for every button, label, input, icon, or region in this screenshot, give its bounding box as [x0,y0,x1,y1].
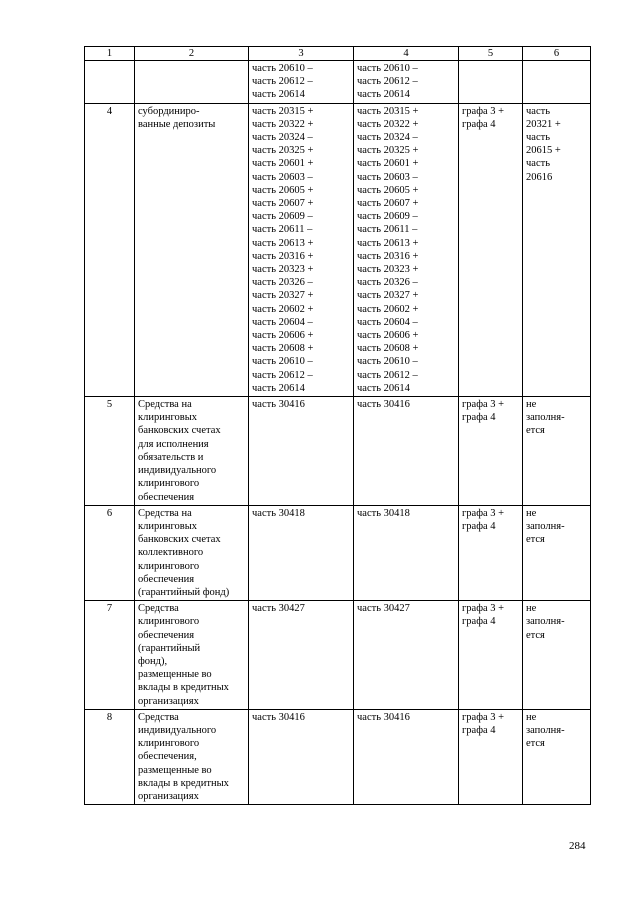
col3-cell [249,397,354,506]
col6-cell [523,505,591,600]
row-name-cell [135,601,249,710]
data-table [84,46,591,805]
cell-line: графа 3 + [462,507,505,519]
cell-line: часть 30427 [252,603,305,615]
cell-line: 20321 + [526,118,561,130]
row-name-line: коллективного [138,547,204,559]
cell-line: 20615 + [526,145,561,157]
account-line: часть 20610 – [357,63,418,74]
row-name-line: для исполнения [138,438,209,450]
header-cell-1: 1 [85,47,135,61]
col6-cell [523,709,591,804]
cell-line: часть 20602 + [252,303,314,315]
row-name-cell [135,103,249,396]
row-number-cell: 6 [85,505,135,600]
col6-cell [523,103,591,396]
cell-line: графа 4 [462,724,496,736]
header-cell-4: 4 [354,47,459,61]
cell-line: часть 20324 – [357,132,418,144]
cell-line: часть 30416 [252,399,305,411]
row-name-line: индивидуального [138,724,217,736]
row-name-line: обеспечения [138,573,195,585]
cell-line: часть 20607 + [357,198,419,210]
row-name-line: (гарантийный [138,642,201,654]
cell-line: часть 20612 – [252,369,313,381]
col3-cell [249,601,354,710]
header-cell-6: 6 [523,47,591,61]
cell-line: часть 20613 + [357,237,419,249]
row-name-line: обеспечения [138,491,195,503]
account-line: часть 20612 – [357,76,418,88]
account-line: часть 20614 [357,89,410,101]
cell-line: графа 3 + [462,399,505,411]
cell-line: часть 20603 – [357,171,418,183]
cell-line: графа 3 + [462,603,505,615]
cell-line: часть 20323 + [357,264,419,276]
row-number-cell [85,61,135,104]
cell-line: часть 20609 – [252,211,313,223]
cell-line: ется [526,738,545,750]
col5-cell [459,601,523,710]
row-name-line: клиринговых [138,412,198,424]
cell-line: часть 30416 [357,399,410,411]
row-number-cell: 8 [85,709,135,804]
cell-line: заполня- [526,520,565,532]
col5-cell [459,709,523,804]
cell-line: часть 20324 – [252,132,313,144]
row-name-cell [135,397,249,506]
cell-line: часть [526,132,550,144]
cell-line: часть 20602 + [357,303,419,315]
table-body [85,61,591,805]
cell-line: часть 20610 – [357,356,418,368]
account-line: часть 20614 [252,89,305,101]
row-name-line: Средства на [138,507,192,519]
cell-line: часть 20325 + [357,145,419,157]
cell-line: графа 4 [462,520,496,532]
row-name-cell [135,709,249,804]
cell-line: часть 20605 + [357,184,419,196]
cell-line: часть 20612 – [357,369,418,381]
row-name-line: вклады в кредитных [138,777,229,789]
cell-line: графа 3 + [462,711,505,723]
col4-cell [354,103,459,396]
cell-line: заполня- [526,616,565,628]
cell-line: часть 20609 – [357,211,418,223]
col3-cell [249,709,354,804]
account-line: часть 20612 – [252,76,313,88]
cell-line: часть 30418 [252,507,305,519]
row-name-line: фонд), [138,655,168,667]
table-row [85,103,591,396]
col3-cell [249,103,354,396]
cell-line: часть [526,158,550,170]
cell-line: часть 20322 + [252,118,314,130]
cell-line: часть 20316 + [252,250,314,262]
cell-line: графа 4 [462,118,496,130]
cell-line: часть 20327 + [357,290,419,302]
header-cell-2: 2 [135,47,249,61]
row-name-line: банковских счетах [138,425,221,437]
cell-line: часть 20326 – [357,277,418,289]
row-name-line: размещенные во [138,669,212,681]
cell-line: часть 20606 + [357,330,419,342]
col4-cell [354,505,459,600]
continuation-row [85,61,591,104]
row-number-cell: 7 [85,601,135,710]
col5-cell [459,61,523,104]
col5-cell [459,505,523,600]
cell-line: не [526,711,537,723]
row-name-line: клирингового [138,478,200,490]
col4-cell [354,397,459,506]
row-name-line: клирингового [138,738,200,750]
col5-cell [459,103,523,396]
cell-line: часть [526,105,550,117]
cell-line: часть 20323 + [252,264,314,276]
cell-line: часть 20315 + [252,105,314,117]
cell-line: ется [526,534,545,546]
cell-line: часть 20614 [357,382,410,394]
row-name-line: организациях [138,695,199,707]
cell-line: ется [526,425,545,437]
col4-cell [354,601,459,710]
col6-cell [523,601,591,710]
cell-line: часть 20601 + [357,158,419,170]
cell-line: часть 20316 + [357,250,419,262]
cell-line: часть 20322 + [357,118,419,130]
col3-cell [249,505,354,600]
col5-cell [459,397,523,506]
row-name-line: организациях [138,790,199,802]
cell-line: заполня- [526,724,565,736]
table-row [85,505,591,600]
row-number-cell: 5 [85,397,135,506]
row-name-line: Средства на [138,399,192,411]
row-name-line: Средства [138,711,179,723]
row-name-line: клирингового [138,616,200,628]
header-cell-5: 5 [459,47,523,61]
cell-line: часть 20608 + [252,343,314,355]
col4-cell [354,709,459,804]
cell-line: часть 20605 + [252,184,314,196]
cell-line: часть 20607 + [252,198,314,210]
table-row [85,601,591,710]
col6-cell [523,61,591,104]
cell-line: часть 30416 [357,711,410,723]
cell-line: не [526,603,537,615]
row-name-line: ванные депозиты [138,118,216,130]
cell-line: часть 20326 – [252,277,313,289]
cell-line: не [526,399,537,411]
account-line: часть 20610 – [252,63,313,74]
cell-line: часть 30416 [252,711,305,723]
row-name-line: клиринговых [138,520,198,532]
cell-line: часть 20604 – [357,316,418,328]
header-cell-3: 3 [249,47,354,61]
cell-line: часть 20325 + [252,145,314,157]
cell-line: 20616 [526,171,553,183]
cell-line: часть 20611 – [252,224,313,236]
cell-line: часть 20611 – [357,224,418,236]
cell-line: часть 20610 – [252,356,313,368]
row-name-line: субординиро- [138,105,200,117]
row-number-cell: 4 [85,103,135,396]
row-name-line: (гарантийный фонд) [138,586,230,598]
cell-line: часть 20315 + [357,105,419,117]
row-name-line: вклады в кредитных [138,682,229,694]
col3-cell [249,61,354,104]
header-row [85,47,591,61]
col6-cell [523,397,591,506]
cell-line: часть 20604 – [252,316,313,328]
cell-line: часть 20608 + [357,343,419,355]
cell-line: графа 4 [462,412,496,424]
cell-line: часть 20614 [252,382,305,394]
page-number: 284 [569,840,586,852]
row-name-line: клирингового [138,560,200,572]
col4-cell [354,61,459,104]
cell-line: часть 20601 + [252,158,314,170]
cell-line: часть 30427 [357,603,410,615]
cell-line: часть 30418 [357,507,410,519]
table-row [85,709,591,804]
cell-line: графа 4 [462,616,496,628]
cell-line: не [526,507,537,519]
cell-line: часть 20613 + [252,237,314,249]
row-name-line: банковских счетах [138,534,221,546]
row-name-line: Средства [138,603,179,615]
cell-line: часть 20327 + [252,290,314,302]
row-name-line: размещенные во [138,764,212,776]
cell-line: заполня- [526,412,565,424]
row-name-cell [135,505,249,600]
table-row [85,397,591,506]
cell-line: часть 20603 – [252,171,313,183]
cell-line: часть 20606 + [252,330,314,342]
cell-line: ется [526,629,545,641]
row-name-line: обеспечения, [138,751,197,763]
row-name-line: обеспечения [138,629,195,641]
row-name-cell [135,61,249,104]
row-name-line: обязательств и [138,451,204,463]
row-name-line: индивидуального [138,465,217,477]
cell-line: графа 3 + [462,105,505,117]
